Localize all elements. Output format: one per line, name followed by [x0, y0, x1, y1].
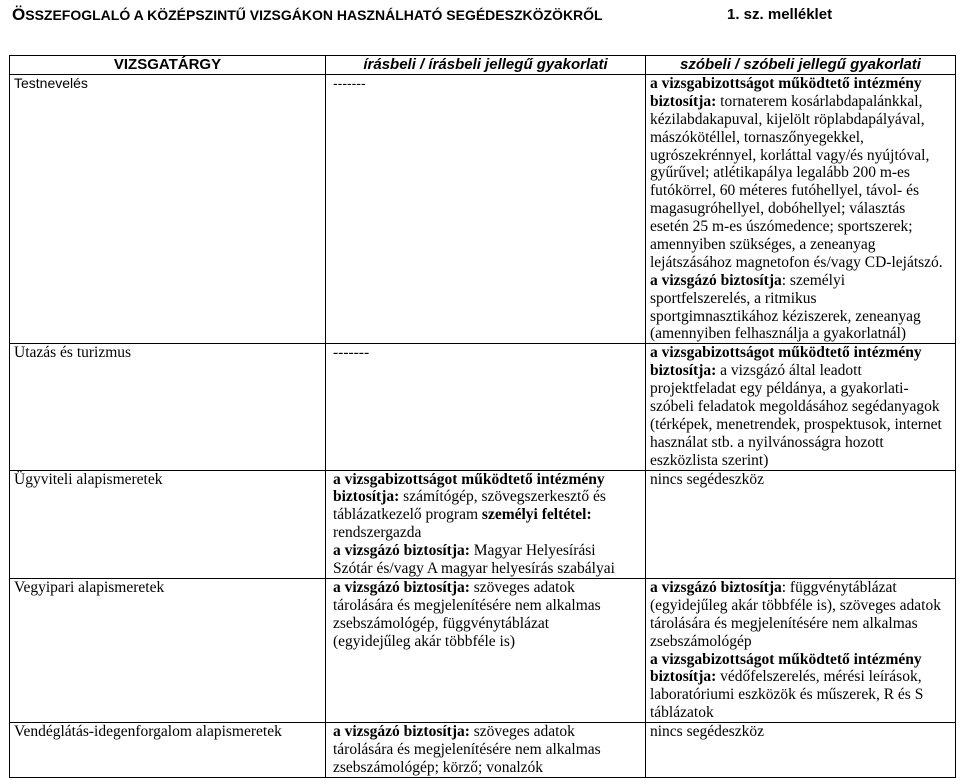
oral-line: a vizsgabizottságot működtető intézmény [650, 75, 922, 92]
table-container [8, 54, 958, 778]
line-text: számítógép, szövegszerkesztő és [399, 488, 606, 506]
oral-line: sportgimnasztikához kéziszerek, zeneanyag [650, 307, 921, 325]
written-cell [326, 578, 646, 722]
oral-cell [646, 470, 956, 578]
oral-line: sportfelszerelés, a ritmikus [650, 289, 817, 307]
table-row [10, 578, 956, 722]
written-line: zsebszámológép; körző; vonalzók [333, 758, 544, 776]
written-line: zsebszámológép, függvénytáblázat [333, 614, 550, 632]
oral-line [650, 579, 955, 597]
table-row [10, 344, 956, 470]
oral-line: futókörrel, 60 méteres futóhellyel, távol- és [650, 182, 920, 200]
oral-line: a vizsgabizottságot működtető intézmény [650, 650, 922, 668]
emphasis-text: biztosítja: [650, 362, 717, 380]
line-text: táblázatkezelő program [333, 506, 482, 524]
written-line: rendszergazda [333, 524, 422, 542]
oral-line: ugrószekrénnyel, korláttal vagy/és nyújtóval, [650, 146, 930, 164]
emphasis-text: a vizsgázó biztosítja [650, 578, 782, 596]
column-header-written: írásbeli / írásbeli jellegű gyakorlati [326, 56, 646, 75]
oral-line [650, 668, 955, 686]
written-line: ------- [333, 75, 366, 91]
oral-cell [646, 723, 956, 778]
subject-name: Ügyviteli alapismeretek [14, 470, 163, 488]
subject-cell [10, 578, 326, 722]
subject-name: Vegyipari alapismeretek [14, 578, 165, 596]
oral-line: (egyidejűleg akár többféle is), szöveges adatok [650, 596, 941, 614]
oral-line [650, 272, 955, 290]
oral-line: nincs segédeszköz [650, 723, 765, 741]
written-line: (egyidejűleg akár többféle is) [333, 632, 516, 650]
oral-line: táblázatok [650, 704, 714, 722]
emphasis-text: a vizsgázó biztosítja [650, 271, 782, 289]
oral-cell [646, 344, 956, 470]
subject-name: Testnevelés [14, 75, 88, 91]
oral-line: kézilabdakapuval, kijelölt röplabdapályával, [650, 110, 925, 128]
subject-cell [10, 75, 326, 344]
oral-cell [646, 578, 956, 722]
table-row [10, 470, 956, 578]
line-text: tornaterem kosárlabdapalánkkal, [716, 92, 923, 110]
oral-line: használat stb. a nyilvánosságra hozott [650, 433, 884, 451]
written-line: Szótár és/vagy A magyar helyesírás szabályai [333, 560, 615, 578]
line-text: : függvénytáblázat [781, 578, 897, 596]
oral-line: laboratóriumi eszközök és műszerek, R és S [650, 686, 924, 704]
written-line [333, 542, 645, 560]
written-line: ------- [333, 344, 370, 362]
written-line: tárolására és megjelenítésére nem alkalmas [333, 740, 601, 758]
document-title: ÖSSZEFOGLALÓ A KÖZÉPSZINTŰ VIZSGÁKON HASZNÁLHATÓ SEGÉDESZKÖZÖKRŐL [12, 5, 603, 24]
subject-cell [10, 723, 326, 778]
written-cell [326, 470, 646, 578]
oral-line: gyűrűvel; atlétikapálya legalább 200 m-es [650, 164, 910, 182]
line-text: a vizsgázó által leadott [716, 362, 862, 380]
emphasis-text: biztosítja: [650, 668, 717, 686]
table-row [10, 75, 956, 344]
emphasis-text: biztosítja: [333, 488, 400, 506]
oral-line [650, 362, 955, 380]
emphasis-text: a vizsgázó biztosítja: [333, 578, 470, 596]
subject-name: Vendéglátás-idegenforgalom alapismeretek [14, 723, 282, 741]
oral-line: zsebszámológép [650, 632, 752, 650]
written-cell [326, 75, 646, 344]
line-text: szöveges adatok [469, 723, 575, 741]
emphasis-text: személyi feltétel: [481, 506, 592, 524]
written-cell [326, 344, 646, 470]
line-text: : személyi [781, 271, 846, 289]
oral-line [650, 93, 955, 111]
written-line [333, 579, 645, 597]
oral-line: amennyiben szükséges, a zeneanyag [650, 236, 876, 254]
column-header-subject: VIZSGATÁRGY [10, 56, 326, 75]
column-header-oral: szóbeli / szóbeli jellegű gyakorlati [646, 56, 956, 75]
oral-line: (amennyiben felhasználja a gyakorlatnál) [650, 325, 907, 343]
subject-cell [10, 344, 326, 470]
exam-aids-table [9, 55, 956, 778]
oral-line: esetén 25 m-es úszómedence; sportszerek; [650, 218, 913, 236]
oral-line: a vizsgabizottságot működtető intézmény [650, 344, 922, 362]
emphasis-text: a vizsgázó biztosítja: [333, 542, 470, 560]
written-line: a vizsgabizottságot működtető intézmény [333, 470, 605, 488]
oral-line: (térképek, menetrendek, prospektusok, internet [650, 415, 942, 433]
oral-line: nincs segédeszköz [650, 470, 765, 488]
subject-cell [10, 470, 326, 578]
written-line: tárolására és megjelenítésére nem alkalmas [333, 596, 601, 614]
emphasis-text: biztosítja: [650, 92, 717, 110]
table-header-row [10, 56, 956, 75]
table-row [10, 723, 956, 778]
oral-line: projektfeladat egy példánya, a gyakorlati- [650, 380, 909, 398]
written-line [333, 723, 645, 741]
emphasis-text: a vizsgázó biztosítja: [333, 723, 470, 741]
oral-line: mászókötéllel, tornaszőnyegekkel, [650, 128, 864, 146]
line-text: szöveges adatok [469, 578, 575, 596]
line-text: Magyar Helyesírási [469, 542, 596, 560]
oral-line: tárolására és megjelenítésére nem alkalmas [650, 614, 918, 632]
oral-cell [646, 75, 956, 344]
annex-label: 1. sz. melléklet [727, 6, 833, 23]
oral-line: lejátszásához magnetofon és/vagy CD-lejátszó. [650, 253, 943, 271]
written-line [333, 506, 645, 524]
written-cell [326, 723, 646, 778]
line-text: védőfelszerelés, mérési leírások, [716, 668, 922, 686]
oral-line: szóbeli feladatok megoldásához segédanyagok [650, 398, 940, 416]
oral-line: eszközlista szerint) [650, 451, 769, 469]
oral-line: magasugróhellyel, dobóhellyel; választás [650, 200, 906, 218]
written-line [333, 488, 645, 506]
subject-name: Utazás és turizmus [14, 344, 132, 362]
